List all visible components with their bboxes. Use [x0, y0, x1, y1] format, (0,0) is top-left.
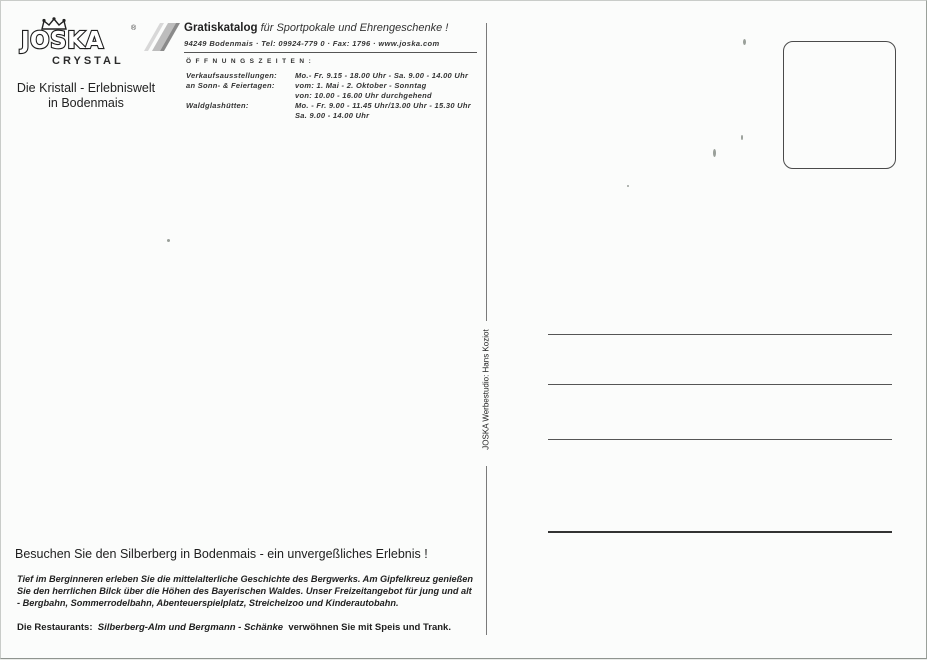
brand-name: JOSKA	[21, 28, 104, 54]
brand-subtitle: CRYSTAL	[52, 55, 124, 67]
glassworks-hours-2: Sa. 9.00 - 14.00 Uhr	[295, 111, 370, 120]
visit-heading: Besuchen Sie den Silberberg in Bodenmais - ein unvergeßliches Erlebnis !	[15, 547, 428, 561]
address-line-4	[548, 531, 892, 533]
paper-speck	[713, 149, 716, 157]
restaurants-line	[17, 622, 451, 633]
restaurants-rest: verwöhnen Sie mit Speis und Trank.	[288, 622, 451, 633]
paper-speck	[741, 135, 743, 140]
visit-description: Tief im Berginneren erleben Sie die mittelalterliche Geschichte des Bergwerks. Am Gipfelkreuz genießen Sie den herrlichen Bilck über die Höhen des Bayerischen Waldes. Unser Freizeitangebot für jung und alt - Bergbahn, Sommerrodelbahn, Abenteuerspielplatz, Streichelzoo und Kinderautobahn.	[17, 574, 473, 609]
catalog-title-rest: für Sportpokale und Ehrengeschenke !	[260, 22, 449, 34]
restaurants-names: Silberberg-Alm und Bergmann - Schänke	[97, 622, 284, 633]
registered-mark: ®	[131, 25, 137, 32]
crystal-slash-icon	[134, 21, 180, 51]
holiday-label: an Sonn- & Feiertagen:	[186, 81, 275, 90]
header-divider	[184, 52, 477, 53]
holiday-hours-1: vom: 1. Mai - 2. Oktober - Sonntag	[295, 81, 427, 90]
joska-logo	[21, 17, 181, 69]
stamp-box	[783, 41, 896, 169]
tagline	[15, 81, 157, 111]
studio-credit: JOSKA Werbestudio: Hans Koziot	[481, 329, 491, 450]
tagline-line-2: in Bodenmais	[48, 96, 124, 110]
contact-address: 94249 Bodenmais · Tel: 09924-779 0 · Fax: 1796 · www.joska.com	[184, 39, 440, 48]
address-line-2	[548, 384, 892, 385]
sales-hours: Mo.- Fr. 9.15 - 18.00 Uhr - Sa. 9.00 - 14.00 Uhr	[295, 71, 469, 80]
catalog-title-bold: Gratiskatalog	[184, 22, 258, 34]
catalog-title	[184, 22, 448, 34]
restaurants-label: Die Restaurants:	[17, 622, 93, 633]
paper-speck	[167, 239, 170, 242]
glassworks-label: Waldglashütten:	[186, 101, 249, 110]
tagline-line-1: Die Kristall - Erlebniswelt	[16, 81, 156, 95]
sales-label: Verkaufsausstellungen:	[186, 71, 277, 80]
address-line-1	[548, 334, 892, 335]
paper-speck	[627, 185, 629, 187]
address-line-3	[548, 439, 892, 440]
holiday-hours-2: von: 10.00 - 16.00 Uhr durchgehend	[295, 91, 432, 100]
paper-speck	[743, 39, 746, 45]
glassworks-hours-1: Mo. - Fr. 9.00 - 11.45 Uhr/13.00 Uhr - 15.30 Uhr	[295, 101, 471, 110]
opening-hours-heading: ÖFFNUNGSZEITEN:	[186, 58, 316, 65]
